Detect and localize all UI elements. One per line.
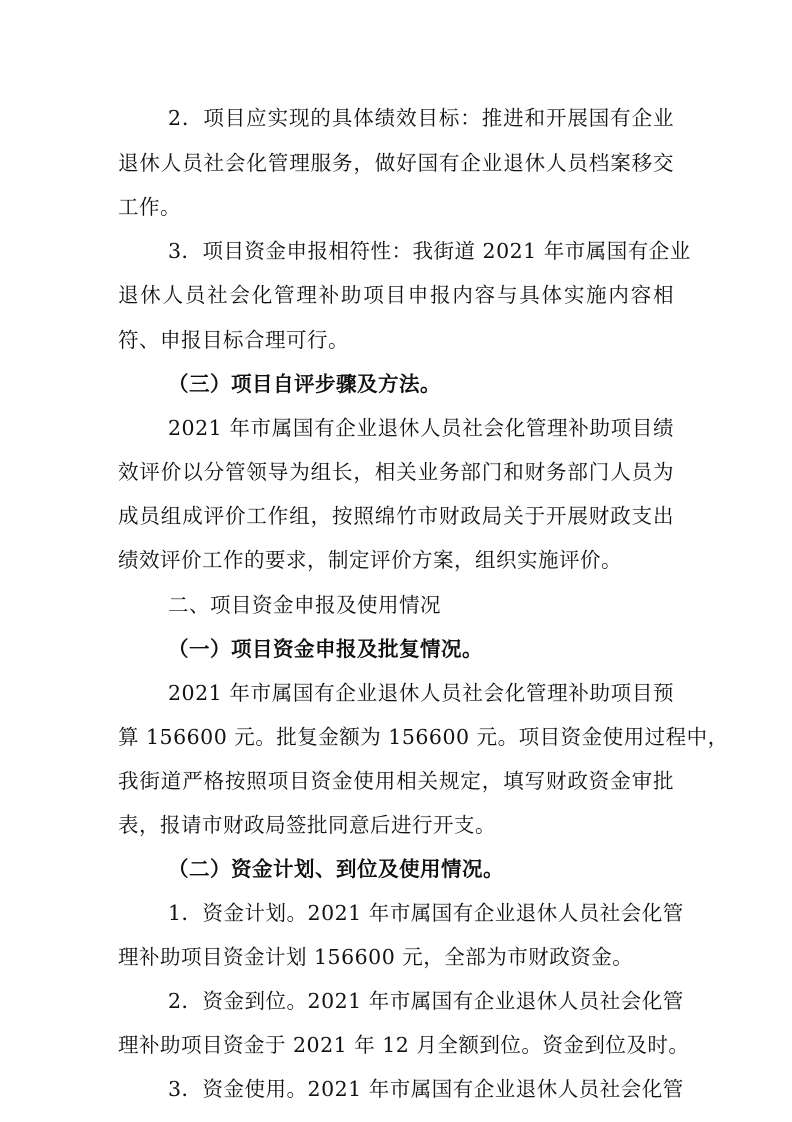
paragraph-line: 退休人员社会化管理补助项目申报内容与具体实施内容相 xyxy=(118,283,674,307)
paragraph-line: 效评价以分管领导为组长，相关业务部门和财务部门人员为 xyxy=(118,460,674,484)
section-heading: 二、项目资金申报及使用情况 xyxy=(168,593,441,617)
paragraph-line: 3．项目资金申报相符性：我街道 2021 年市属国有企业 xyxy=(168,239,691,263)
paragraph-line: 工作。 xyxy=(118,195,181,219)
paragraph-line: 2．资金到位。2021 年市属国有企业退休人员社会化管 xyxy=(168,989,684,1013)
paragraph-line: 我街道严格按照项目资金使用相关规定，填写财政资金审批 xyxy=(118,769,674,793)
paragraph-line: 退休人员社会化管理服务，做好国有企业退休人员档案移交 xyxy=(118,151,674,175)
paragraph-line: 算 156600 元。批复金额为 156600 元。项目资金使用过程中， xyxy=(118,725,729,749)
paragraph-line: 2021 年市属国有企业退休人员社会化管理补助项目预 xyxy=(168,681,674,705)
paragraph-line: 1．资金计划。2021 年市属国有企业退休人员社会化管 xyxy=(168,901,684,925)
paragraph-line: 2．项目应实现的具体绩效目标：推进和开展国有企业 xyxy=(168,106,674,130)
paragraph-line: 成员组成评价工作组，按照绵竹市财政局关于开展财政支出 xyxy=(118,504,674,528)
paragraph-line: 符、申报目标合理可行。 xyxy=(118,328,349,352)
paragraph-line: 理补助项目资金计划 156600 元，全部为市财政资金。 xyxy=(118,945,634,969)
section-heading: （三）项目自评步骤及方法。 xyxy=(168,372,441,396)
paragraph-line: 3．资金使用。2021 年市属国有企业退休人员社会化管 xyxy=(168,1077,684,1101)
paragraph-line: 2021 年市属国有企业退休人员社会化管理补助项目绩 xyxy=(168,416,674,440)
section-heading: （二）资金计划、到位及使用情况。 xyxy=(168,857,504,881)
paragraph-line: 绩效评价工作的要求，制定评价方案，组织实施评价。 xyxy=(118,548,622,572)
section-heading: （一）项目资金申报及批复情况。 xyxy=(168,637,483,661)
paragraph-line: 表，报请市财政局签批同意后进行开支。 xyxy=(118,813,496,837)
paragraph-line: 理补助项目资金于 2021 年 12 月全额到位。资金到位及时。 xyxy=(118,1033,690,1057)
